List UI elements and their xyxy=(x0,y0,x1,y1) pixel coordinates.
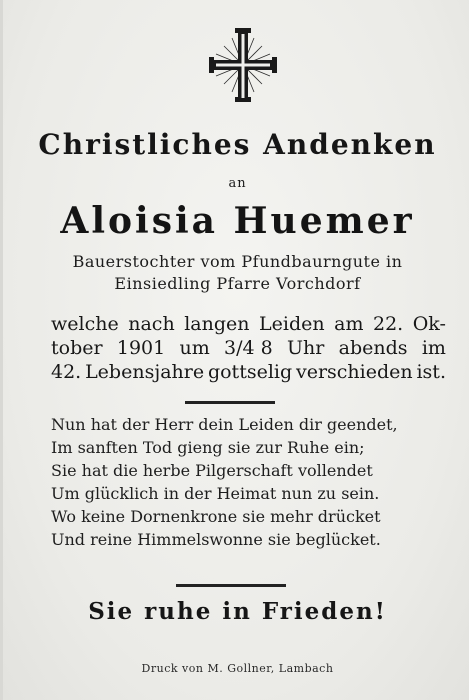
notice-word: langen xyxy=(184,313,250,335)
card-title: Christliches Andenken xyxy=(38,128,437,161)
notice-word: 42. xyxy=(51,361,82,383)
printer-imprint: Druck von M. Gollner, Lambach xyxy=(141,662,334,675)
death-notice xyxy=(51,312,446,384)
notice-word: verschieden xyxy=(295,361,413,383)
notice-word: am xyxy=(334,313,364,335)
notice-word: im xyxy=(421,337,446,359)
notice-word: tober xyxy=(51,337,103,359)
dedication-word: an xyxy=(228,176,247,191)
notice-word: Leiden xyxy=(259,313,325,335)
death-notice-line-2 xyxy=(51,336,446,360)
poem-line: Wo keine Dornenkrone sie mehr drücket xyxy=(51,507,381,526)
closing-blessing: Sie ruhe in Frieden! xyxy=(88,598,387,625)
notice-word: abends xyxy=(338,337,408,359)
notice-word: Uhr xyxy=(287,337,325,359)
divider-rule xyxy=(185,401,275,404)
death-notice-line-3 xyxy=(51,360,446,384)
poem-line: Um glücklich in der Heimat nun zu sein. xyxy=(51,484,380,503)
poem-line: Sie hat die herbe Pilgerschaft vollendet xyxy=(51,461,373,480)
memorial-poem xyxy=(51,413,446,551)
divider-rule xyxy=(176,584,286,587)
notice-word: Lebensjahre xyxy=(85,361,205,383)
radiant-cross-icon xyxy=(206,26,280,104)
notice-word: gottselig xyxy=(207,361,293,383)
origin-line-2: Einsiedling Pfarre Vorchdorf xyxy=(114,274,361,293)
notice-word: 1901 xyxy=(116,337,166,359)
deceased-name: Aloisia Huemer xyxy=(60,200,415,242)
notice-word: welche xyxy=(51,313,119,335)
poem-line: Im sanften Tod gieng sie zur Ruhe ein; xyxy=(51,438,365,457)
notice-word: nach xyxy=(128,313,175,335)
notice-word: um xyxy=(179,337,210,359)
origin-line-1: Bauerstochter vom Pfundbaurngute in xyxy=(72,252,403,271)
notice-word: 22. xyxy=(373,313,404,335)
death-notice-line-1 xyxy=(51,312,446,336)
poem-line: Und reine Himmelswonne sie beglücket. xyxy=(51,530,381,549)
poem-line: Nun hat der Herr dein Leiden dir geendet, xyxy=(51,415,398,434)
notice-word: ist. xyxy=(416,361,446,383)
notice-word: Ok- xyxy=(412,313,446,335)
notice-word: 3/4 8 xyxy=(224,337,273,359)
